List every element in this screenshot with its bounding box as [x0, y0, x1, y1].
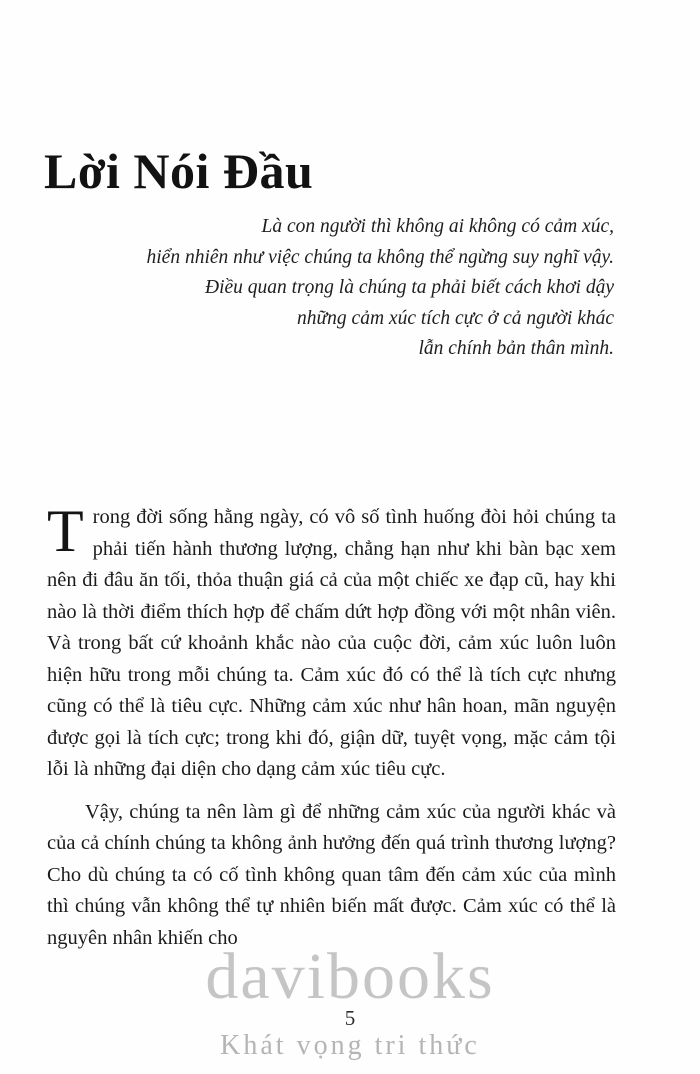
body-paragraph [47, 797, 616, 955]
epigraph-line: lẫn chính bản thân mình. [418, 338, 614, 359]
epigraph-line: Điều quan trọng là chúng ta phải biết cách khơi dậy [204, 277, 614, 298]
body-paragraph [47, 498, 616, 786]
paragraph-text: rong đời sống hằng ngày, có vô số tình huống đòi hỏi chúng ta phải tiến hành thương lượng, chẳng hạn như khi bàn bạc xem nên đi đâu ăn tối, thỏa thuận giá cả của một chiếc xe đạp cũ, hay khi nào là thời điểm thích hợp để chấm dứt hợp đồng với một nhân viên. Và trong bất cứ khoảnh khắc nào của cuộc đời, cảm xúc luôn luôn hiện hữu trong mỗi chúng ta. Cảm xúc đó có thể là tích cực nhưng cũng có thể là tiêu cực. Những cảm xúc như hân hoan, mãn nguyện được gọi là tích cực; trong khi đó, giận dữ, tuyệt vọng, mặc cảm tội lỗi là những đại diện cho dạng cảm xúc tiêu cực. [47, 506, 616, 780]
epigraph-line: hiển nhiên như việc chúng ta không thể ngừng suy nghĩ vậy. [146, 246, 614, 268]
page-number: 5 [344, 1006, 356, 1030]
drop-cap: T [47, 498, 84, 564]
epigraph [50, 212, 614, 365]
watermark-tagline: Khát vọng tri thức [220, 1030, 480, 1061]
body-text [47, 498, 616, 954]
watermark-brand: davibooks [205, 940, 495, 1013]
epigraph-line: những cảm xúc tích cực ở cả người khác [297, 307, 614, 329]
epigraph-line: Là con người thì không ai không có cảm xúc, [261, 216, 614, 237]
page-title: Lời Nói Đầu [44, 142, 314, 199]
paragraph-text: Vậy, chúng ta nên làm gì để những cảm xúc của người khác và của cả chính chúng ta không ảnh hưởng đến quá trình thương lượng? Cho dù chúng ta có cố tình không quan tâm đến cảm xúc của mình thì chúng vẫn không thể tự nhiên biến mất được. Cảm xúc có thể là nguyên nhân khiến cho [47, 800, 616, 949]
